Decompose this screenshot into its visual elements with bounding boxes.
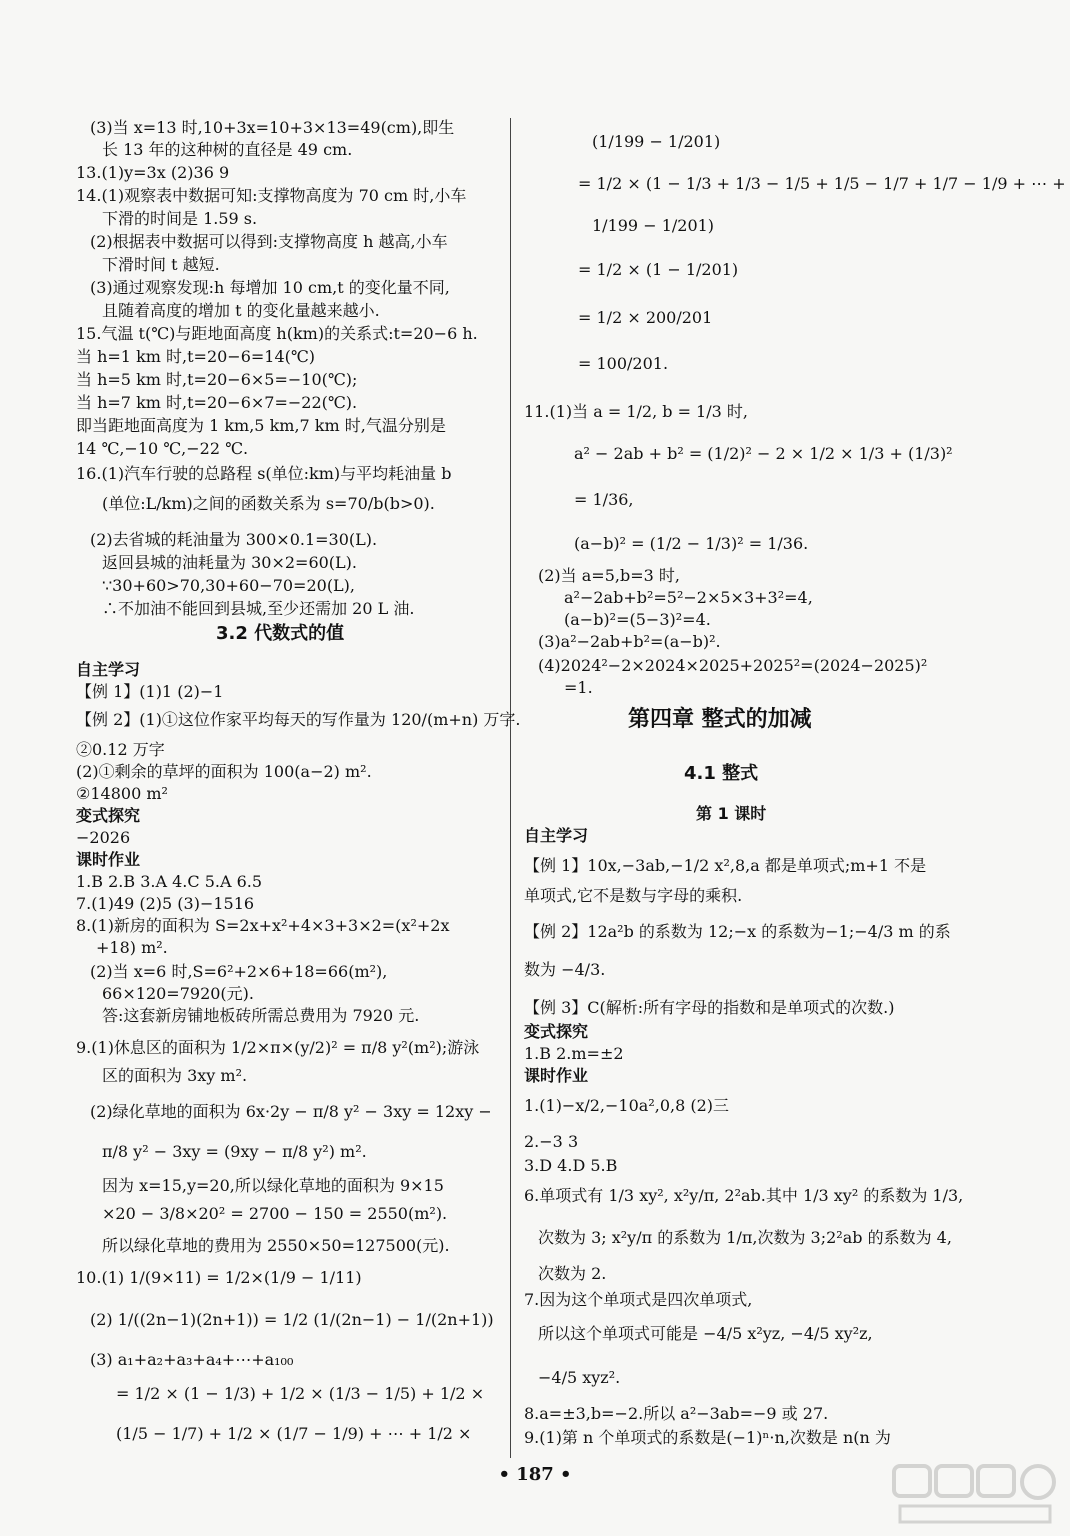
- section-heading: 变式探究: [76, 806, 141, 825]
- section-heading: 自主学习: [76, 660, 141, 679]
- text-line: (单位:L/km)之间的函数关系为 s=70/b(b>0).: [102, 494, 435, 513]
- section-heading: 自主学习: [524, 826, 589, 845]
- page-number: • 187 •: [498, 1464, 572, 1485]
- section-heading: 课时作业: [76, 850, 141, 869]
- text-line: −2026: [76, 828, 131, 847]
- text-line: 所以绿化草地的费用为 2550×50=127500(元).: [102, 1236, 450, 1255]
- text-line: 区的面积为 3xy m².: [102, 1066, 248, 1085]
- watermark-logo: [890, 1460, 1060, 1530]
- text-line: 数为 −4/3.: [524, 960, 606, 979]
- text-line: (1/5 − 1/7) + 1/2 × (1/7 − 1/9) + ⋯ + 1/2 ×: [116, 1424, 472, 1443]
- text-line: 14.(1)观察表中数据可知:支撑物高度为 70 cm 时,小车: [76, 186, 467, 205]
- text-line: 【例 2】12a²b 的系数为 12;−x 的系数为−1;−4/3 m 的系: [524, 922, 951, 941]
- text-line: 次数为 3; x²y/π 的系数为 1/π,次数为 3;2²ab 的系数为 4,: [538, 1228, 952, 1247]
- text-line: 返回县城的油耗量为 30×2=60(L).: [102, 553, 357, 572]
- text-line: 10.(1) 1/(9×11) = 1/2×(1/9 − 1/11): [76, 1268, 362, 1287]
- text-line: 次数为 2.: [538, 1264, 607, 1283]
- text-line: = 1/2 × (1 − 1/3) + 1/2 × (1/3 − 1/5) + 1/2 ×: [116, 1384, 485, 1403]
- text-line: 当 h=1 km 时,t=20−6=14(℃): [76, 347, 316, 366]
- text-line: 答:这套新房铺地板砖所需总费用为 7920 元.: [102, 1006, 420, 1025]
- text-line: −4/5 xyz².: [538, 1368, 621, 1387]
- text-line: = 1/2 × (1 − 1/3 + 1/3 − 1/5 + 1/5 − 1/7 + 1/7 − 1/9 + ⋯ +: [578, 174, 1066, 193]
- text-line: ②0.12 万字: [76, 740, 165, 759]
- text-line: (a−b)²=(5−3)²=4.: [564, 610, 711, 629]
- text-line: (a−b)² = (1/2 − 1/3)² = 1/36.: [574, 534, 809, 553]
- text-line: ×20 − 3/8×20² = 2700 − 150 = 2550(m²).: [102, 1204, 448, 1223]
- text-line: 【例 1】10x,−3ab,−1/2 x²,8,a 都是单项式;m+1 不是: [524, 856, 927, 875]
- text-line: 单项式,它不是数与字母的乘积.: [524, 886, 743, 905]
- text-line: ∴不加油不能回到县城,至少还需加 20 L 油.: [102, 599, 415, 618]
- text-line: 2.−3 3: [524, 1132, 579, 1151]
- text-line: 因为 x=15,y=20,所以绿化草地的面积为 9×15: [102, 1176, 444, 1195]
- text-line: 1.(1)−x/2,−10a²,0,8 (2)三: [524, 1096, 730, 1115]
- text-line: ②14800 m²: [76, 784, 168, 803]
- text-line: (2)根据表中数据可以得到:支撑物高度 h 越高,小车: [90, 232, 448, 251]
- text-line: 即当距地面高度为 1 km,5 km,7 km 时,气温分别是: [76, 416, 446, 435]
- text-line: (2) 1/((2n−1)(2n+1)) = 1/2 (1/(2n−1) − 1/(2n+1)): [90, 1310, 494, 1329]
- text-line: 长 13 年的这种树的直径是 49 cm.: [102, 140, 353, 159]
- text-line: (1/199 − 1/201): [592, 132, 721, 151]
- text-line: 11.(1)当 a = 1/2, b = 1/3 时,: [524, 402, 748, 421]
- text-line: 9.(1)休息区的面积为 1/2×π×(y/2)² = π/8 y²(m²);游泳: [76, 1038, 480, 1057]
- chapter-title: 第四章 整式的加减: [628, 707, 812, 732]
- text-line: 所以这个单项式可能是 −4/5 x²yz, −4/5 xy²z,: [538, 1324, 873, 1343]
- text-line: 【例 1】(1)1 (2)−1: [76, 682, 224, 701]
- section-title: 4.1 整式: [684, 763, 759, 784]
- text-line: 下滑的时间是 1.59 s.: [102, 209, 258, 228]
- lesson-title: 第 1 课时: [696, 804, 767, 823]
- text-line: 13.(1)y=3x (2)36 9: [76, 163, 230, 182]
- text-line: = 100/201.: [578, 354, 669, 373]
- text-line: =1.: [564, 678, 593, 697]
- text-line: (2)①剩余的草坪的面积为 100(a−2) m².: [76, 762, 372, 781]
- text-line: (2)当 a=5,b=3 时,: [538, 566, 680, 585]
- text-line: 7.(1)49 (2)5 (3)−1516: [76, 894, 255, 913]
- text-line: (4)2024²−2×2024×2025+2025²=(2024−2025)²: [538, 656, 928, 675]
- text-line: 3.D 4.D 5.B: [524, 1156, 618, 1175]
- section-title: 3.2 代数式的值: [216, 623, 345, 644]
- text-line: 【例 2】(1)①这位作家平均每天的写作量为 120/(m+n) 万字.: [76, 710, 521, 729]
- text-line: 1.B 2.B 3.A 4.C 5.A 6.5: [76, 872, 263, 891]
- text-line: (3) a₁+a₂+a₃+a₄+⋯+a₁₀₀: [90, 1350, 294, 1369]
- text-line: 8.(1)新房的面积为 S=2x+x²+4×3+3×2=(x²+2x: [76, 916, 450, 935]
- text-line: 16.(1)汽车行驶的总路程 s(单位:km)与平均耗油量 b: [76, 464, 452, 483]
- text-line: 【例 3】C(解析:所有字母的指数和是单项式的次数.): [524, 998, 895, 1017]
- text-line: (3)当 x=13 时,10+3x=10+3×13=49(cm),即生: [90, 118, 455, 137]
- text-line: 9.(1)第 n 个单项式的系数是(−1)ⁿ·n,次数是 n(n 为: [524, 1428, 891, 1447]
- text-line: π/8 y² − 3xy = (9xy − π/8 y²) m².: [102, 1142, 367, 1161]
- text-line: = 1/36,: [574, 490, 634, 509]
- text-line: ∵30+60>70,30+60−70=20(L),: [102, 576, 356, 595]
- text-line: 下滑时间 t 越短.: [102, 255, 220, 274]
- text-line: 6.单项式有 1/3 xy², x²y/π, 2²ab.其中 1/3 xy² 的系数为 1/3,: [524, 1186, 964, 1205]
- text-line: (3)a²−2ab+b²=(a−b)².: [538, 632, 721, 651]
- text-line: (2)当 x=6 时,S=6²+2×6+18=66(m²),: [90, 962, 388, 981]
- text-line: 1.B 2.m=±2: [524, 1044, 624, 1063]
- text-line: (2)去省城的耗油量为 300×0.1=30(L).: [90, 530, 378, 549]
- text-line: = 1/2 × 200/201: [578, 308, 713, 327]
- text-line: 且随着高度的增加 t 的变化量越来越小.: [102, 301, 380, 320]
- text-line: 1/199 − 1/201): [592, 216, 715, 235]
- text-line: (3)通过观察发现:h 每增加 10 cm,t 的变化量不同,: [90, 278, 450, 297]
- text-line: 当 h=5 km 时,t=20−6×5=−10(℃);: [76, 370, 358, 389]
- section-heading: 课时作业: [524, 1066, 589, 1085]
- text-line: = 1/2 × (1 − 1/201): [578, 260, 739, 279]
- text-line: a² − 2ab + b² = (1/2)² − 2 × 1/2 × 1/3 + (1/3)²: [574, 444, 953, 463]
- text-line: 7.因为这个单项式是四次单项式,: [524, 1290, 753, 1309]
- section-heading: 变式探究: [524, 1022, 589, 1041]
- text-line: 14 ℃,−10 ℃,−22 ℃.: [76, 439, 249, 458]
- column-divider: [510, 118, 511, 1458]
- text-line: +18) m².: [96, 938, 168, 957]
- text-line: 15.气温 t(℃)与距地面高度 h(km)的关系式:t=20−6 h.: [76, 324, 478, 343]
- text-line: a²−2ab+b²=5²−2×5×3+3²=4,: [564, 588, 813, 607]
- text-line: 66×120=7920(元).: [102, 984, 255, 1003]
- text-line: 当 h=7 km 时,t=20−6×7=−22(℃).: [76, 393, 358, 412]
- text-line: (2)绿化草地的面积为 6x·2y − π/8 y² − 3xy = 12xy −: [90, 1102, 492, 1121]
- text-line: 8.a=±3,b=−2.所以 a²−3ab=−9 或 27.: [524, 1404, 829, 1423]
